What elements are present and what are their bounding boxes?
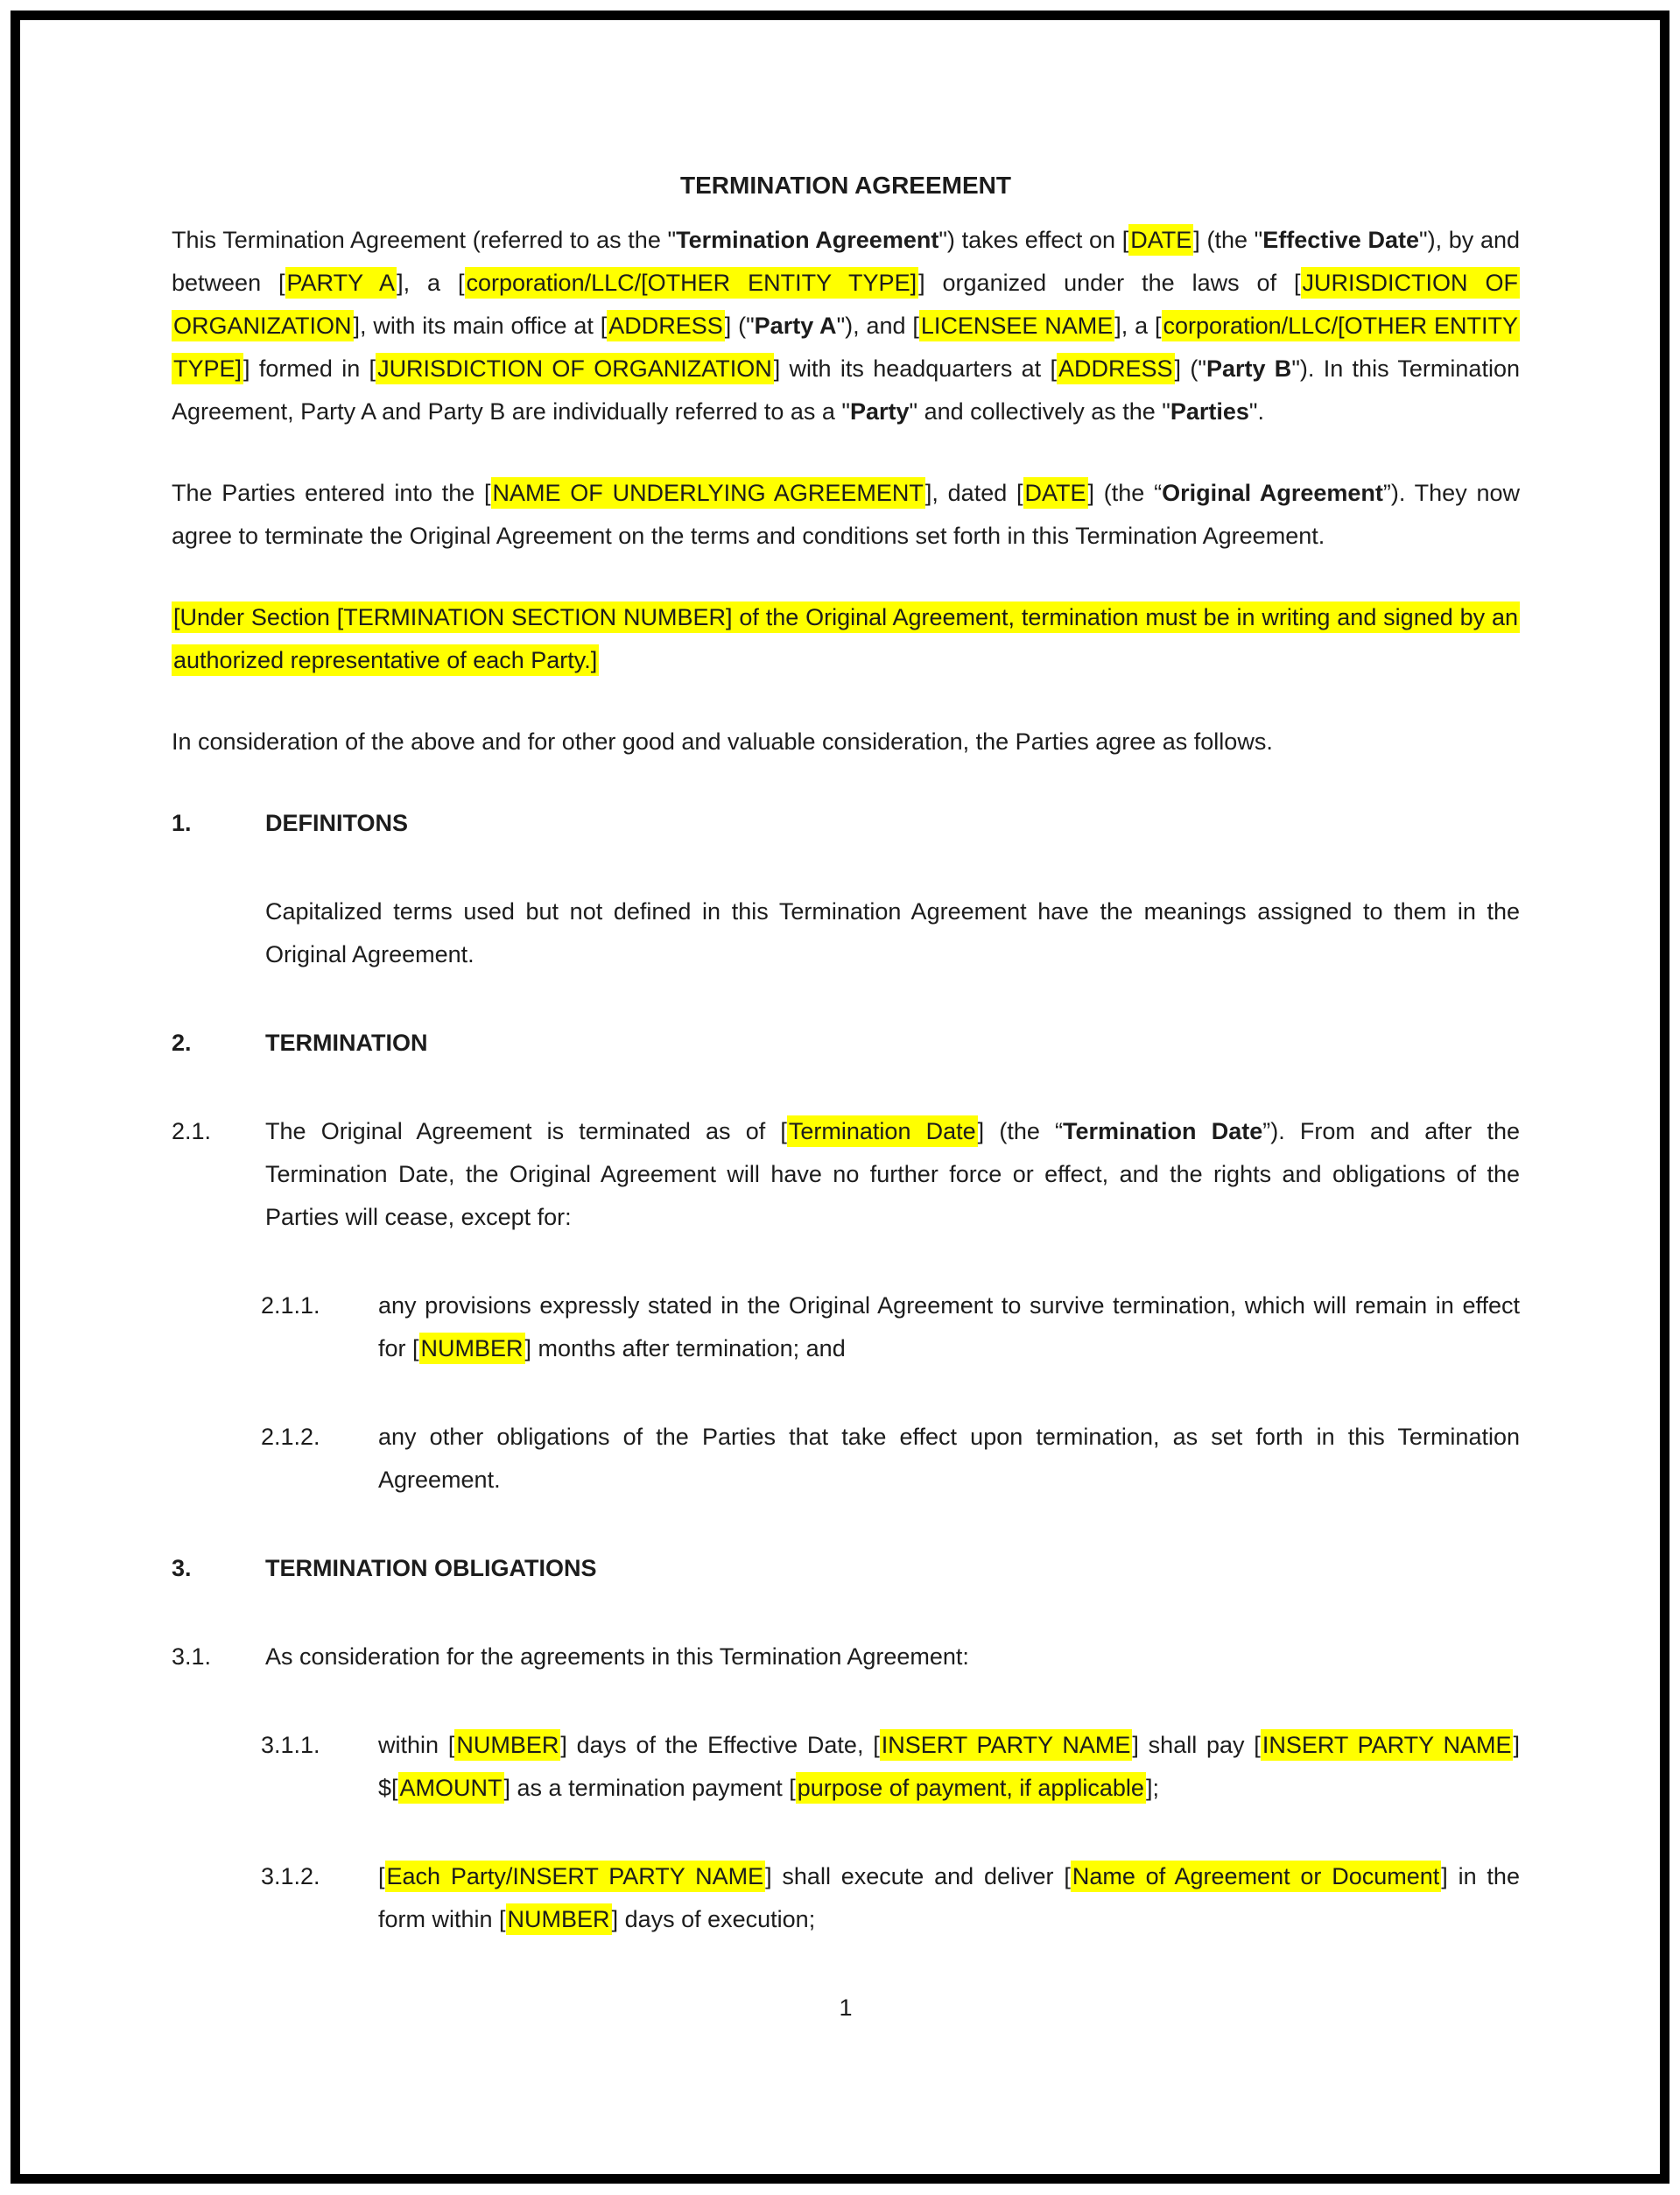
clause-text: In consideration of the above and for other good and valuable consideration, the Parties agree as follows. (172, 728, 1273, 755)
clause-number: 3.1.1. (261, 1732, 320, 1758)
highlighted-placeholder: INSERT PARTY NAME (880, 1729, 1133, 1761)
clause-text: TERMINATION OBLIGATIONS (265, 1555, 597, 1581)
clause-number: 2.1.1. (261, 1292, 320, 1319)
section-2-heading (172, 1022, 1520, 1065)
clause-text (172, 596, 1520, 682)
clause-3-1 (172, 1636, 1520, 1678)
highlighted-placeholder: JURISDICTION OF ORGANIZATION (172, 267, 1520, 341)
clause-text: [Each Party/INSERT PARTY NAME] shall execute and deliver [Name of Agreement or Document] in the form within [NUMBER] days of execution; (378, 1855, 1520, 1941)
clause-text: any provisions expressly stated in the Original Agreement to survive termination, which will remain in effect for [NUMBER] months after termination; and (378, 1284, 1520, 1370)
clause-text: The Original Agreement is terminated as of [Termination Date] (the “Termination Date”). From and after the Termination Date, the Original Agreement will have no further force or effect, and the rights and obligations of the Parties will cease, except for: (265, 1110, 1520, 1239)
clause-number: 2.1. (172, 1118, 212, 1144)
clause-text: TERMINATION (265, 1030, 428, 1056)
highlighted-placeholder: NAME OF UNDERLYING AGREEMENT (491, 477, 925, 509)
clause-1-body (172, 890, 1520, 976)
clause-number: 3.1. (172, 1643, 212, 1670)
clause-text: As consideration for the agreements in this Termination Agreement: (265, 1643, 969, 1670)
clause-number: 2.1.2. (261, 1424, 320, 1450)
clause-3-1-1 (172, 1724, 1520, 1810)
highlighted-placeholder: ADDRESS (1057, 353, 1175, 384)
document-title: TERMINATION AGREEMENT (680, 172, 1011, 199)
clause-number: 2. (172, 1030, 192, 1056)
clause-number: 3.1.2. (261, 1863, 320, 1889)
highlighted-placeholder: purpose of payment, if applicable (796, 1772, 1146, 1804)
clause-text: within [NUMBER] days of the Effective Date, [INSERT PARTY NAME] shall pay [INSERT PARTY NAME] $[AMOUNT] as a termination payment [purpose of payment, if applicable]; (378, 1724, 1520, 1810)
consideration-paragraph (172, 721, 1520, 763)
section-1-heading (172, 802, 1520, 845)
page-border (11, 11, 1669, 2184)
highlighted-placeholder: NUMBER (454, 1729, 560, 1761)
highlighted-placeholder: JURISDICTION OF ORGANIZATION (376, 353, 774, 384)
highlighted-placeholder: NUMBER (506, 1903, 612, 1935)
highlighted-placeholder: Each Party/INSERT PARTY NAME (385, 1861, 766, 1892)
clause-text: Capitalized terms used but not defined in this Termination Agreement have the meanings assigned to them in the Original Agreement. (265, 898, 1520, 967)
clause-number: 3. (172, 1555, 192, 1581)
section-3-heading (172, 1547, 1520, 1590)
highlighted-placeholder: PARTY A (285, 267, 397, 299)
highlighted-placeholder: INSERT PARTY NAME (1261, 1729, 1514, 1761)
highlighted-placeholder: corporation/LLC/[OTHER ENTITY TYPE] (465, 267, 919, 299)
highlighted-placeholder: Name of Agreement or Document (1071, 1861, 1441, 1892)
highlighted-placeholder: DATE (1023, 477, 1088, 509)
intro-paragraph (172, 219, 1520, 433)
clause-text: The Parties entered into the [NAME OF UNDERLYING AGREEMENT], dated [DATE] (the “Original Agreement”). They now agree to terminate the Original Agreement on the terms and conditions set forth in this Termination Agreement. (172, 472, 1520, 558)
clause-3-1-2 (172, 1855, 1520, 1941)
clause-text: This Termination Agreement (referred to as the "Termination Agreement") takes effect on [DATE] (the "Effective Date"), by and between [PARTY A], a [corporation/LLC/[OTHER ENTITY TYPE]] organized under the laws of [JURISDICTION OF ORGANIZATION], with its main office at [ADDRESS] ("Party A"), and [LICENSEE NAME], a [corporation/LLC/[OTHER ENTITY TYPE]] formed in [JURISDICTION OF ORGANIZATION] with its headquarters at [ADDRESS] ("Party B"). In this Termination Agreement, Party A and Party B are individually referred to as a "Party" and collectively as the "Parties". (172, 219, 1520, 433)
highlighted-placeholder: DATE (1128, 224, 1193, 256)
clause-2-1-2 (172, 1416, 1520, 1502)
highlighted-placeholder: Termination Date (787, 1115, 978, 1147)
page-content (20, 20, 1660, 2030)
clause-text: DEFINITONS (265, 810, 409, 836)
highlighted-placeholder: NUMBER (419, 1333, 525, 1364)
highlighted-placeholder: ADDRESS (607, 310, 725, 341)
clause-2-1-1 (172, 1284, 1520, 1370)
page-number: 1 (839, 1994, 853, 2021)
clause-text: any other obligations of the Parties that take effect upon termination, as set forth in this Termination Agreement. (378, 1424, 1520, 1493)
termination-notice-paragraph (172, 596, 1520, 682)
document-body (172, 219, 1520, 1941)
highlighted-placeholder: AMOUNT (398, 1772, 504, 1804)
clause-2-1 (172, 1110, 1520, 1239)
highlighted-placeholder: corporation/LLC/[OTHER ENTITY TYPE] (172, 310, 1520, 384)
highlighted-placeholder: [Under Section [TERMINATION SECTION NUMBER] of the Original Agreement, termination must be in writing and signed by an authorized representative of each Party.] (172, 602, 1520, 676)
clause-number: 1. (172, 810, 192, 836)
highlighted-placeholder: LICENSEE NAME (919, 310, 1114, 341)
recital-paragraph (172, 472, 1520, 558)
